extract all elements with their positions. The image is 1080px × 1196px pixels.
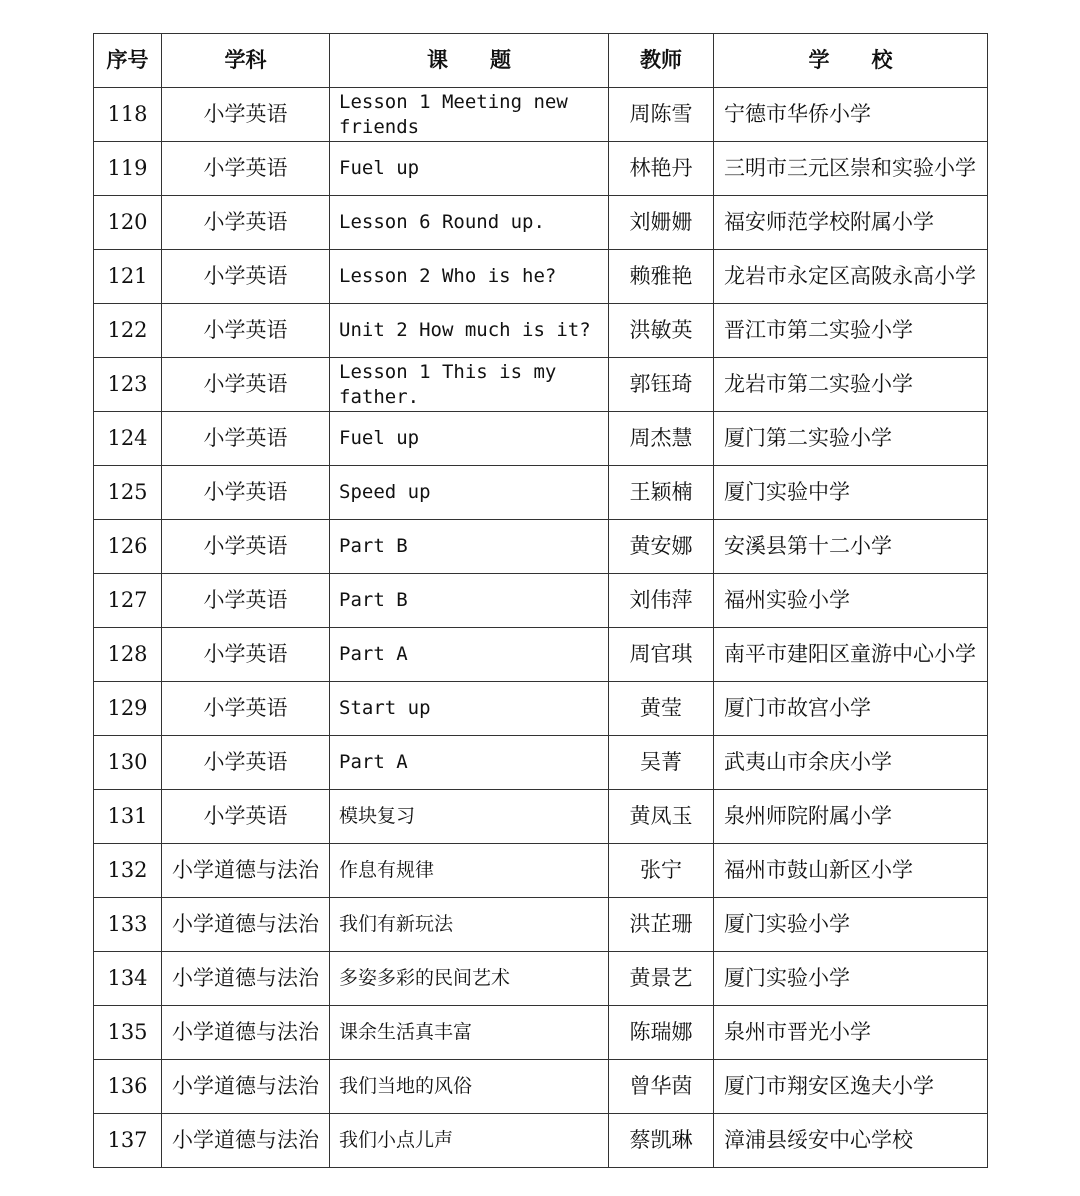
topic-cell: Lesson 2 Who is he? bbox=[330, 250, 609, 304]
teacher-cell: 郭钰琦 bbox=[609, 358, 714, 412]
header-no: 序号 bbox=[94, 34, 162, 88]
school-cell: 泉州师院附属小学 bbox=[714, 790, 988, 844]
topic-cell: 我们小点儿声 bbox=[330, 1114, 609, 1168]
subject-cell: 小学道德与法治 bbox=[162, 844, 330, 898]
table-row bbox=[94, 1006, 988, 1060]
school-cell: 泉州市晋光小学 bbox=[714, 1006, 988, 1060]
school-cell: 厦门市故宫小学 bbox=[714, 682, 988, 736]
school-cell: 厦门实验中学 bbox=[714, 466, 988, 520]
subject-cell: 小学英语 bbox=[162, 88, 330, 142]
row-number: 129 bbox=[94, 682, 162, 736]
teacher-cell: 王颖楠 bbox=[609, 466, 714, 520]
row-number: 137 bbox=[94, 1114, 162, 1168]
teacher-cell: 刘伟萍 bbox=[609, 574, 714, 628]
school-cell: 福州市鼓山新区小学 bbox=[714, 844, 988, 898]
table-row bbox=[94, 574, 988, 628]
table-row bbox=[94, 844, 988, 898]
header-teacher: 教师 bbox=[609, 34, 714, 88]
topic-cell: Start up bbox=[330, 682, 609, 736]
topic-cell: 模块复习 bbox=[330, 790, 609, 844]
topic-cell: 课余生活真丰富 bbox=[330, 1006, 609, 1060]
row-number: 121 bbox=[94, 250, 162, 304]
table-row bbox=[94, 250, 988, 304]
school-cell: 福州实验小学 bbox=[714, 574, 988, 628]
school-cell: 武夷山市余庆小学 bbox=[714, 736, 988, 790]
school-cell: 厦门第二实验小学 bbox=[714, 412, 988, 466]
topic-cell: Unit 2 How much is it? bbox=[330, 304, 609, 358]
teacher-cell: 周陈雪 bbox=[609, 88, 714, 142]
topic-cell: Part A bbox=[330, 736, 609, 790]
row-number: 126 bbox=[94, 520, 162, 574]
teacher-cell: 黄景艺 bbox=[609, 952, 714, 1006]
table-row bbox=[94, 736, 988, 790]
teacher-cell: 曾华茵 bbox=[609, 1060, 714, 1114]
table-row bbox=[94, 466, 988, 520]
table-row bbox=[94, 520, 988, 574]
school-cell: 宁德市华侨小学 bbox=[714, 88, 988, 142]
table-row bbox=[94, 304, 988, 358]
school-cell: 龙岩市永定区高陂永高小学 bbox=[714, 250, 988, 304]
teacher-cell: 黄凤玉 bbox=[609, 790, 714, 844]
row-number: 128 bbox=[94, 628, 162, 682]
topic-cell: Part A bbox=[330, 628, 609, 682]
row-number: 118 bbox=[94, 88, 162, 142]
school-cell: 三明市三元区崇和实验小学 bbox=[714, 142, 988, 196]
table-body bbox=[94, 88, 988, 1168]
table-row bbox=[94, 952, 988, 1006]
teacher-cell: 黄莹 bbox=[609, 682, 714, 736]
school-cell: 南平市建阳区童游中心小学 bbox=[714, 628, 988, 682]
teacher-cell: 蔡凯琳 bbox=[609, 1114, 714, 1168]
teacher-cell: 张宁 bbox=[609, 844, 714, 898]
teacher-cell: 陈瑞娜 bbox=[609, 1006, 714, 1060]
topic-cell: 我们当地的风俗 bbox=[330, 1060, 609, 1114]
subject-cell: 小学道德与法治 bbox=[162, 952, 330, 1006]
row-number: 133 bbox=[94, 898, 162, 952]
teacher-cell: 洪敏英 bbox=[609, 304, 714, 358]
subject-cell: 小学英语 bbox=[162, 250, 330, 304]
subject-cell: 小学英语 bbox=[162, 790, 330, 844]
teacher-cell: 刘姗姗 bbox=[609, 196, 714, 250]
table-row bbox=[94, 898, 988, 952]
subject-cell: 小学道德与法治 bbox=[162, 1006, 330, 1060]
school-cell: 福安师范学校附属小学 bbox=[714, 196, 988, 250]
subject-cell: 小学道德与法治 bbox=[162, 1114, 330, 1168]
table-row bbox=[94, 790, 988, 844]
school-cell: 晋江市第二实验小学 bbox=[714, 304, 988, 358]
subject-cell: 小学英语 bbox=[162, 466, 330, 520]
table-row bbox=[94, 358, 988, 412]
subject-cell: 小学英语 bbox=[162, 628, 330, 682]
table-row bbox=[94, 88, 988, 142]
topic-cell: Fuel up bbox=[330, 412, 609, 466]
subject-cell: 小学英语 bbox=[162, 142, 330, 196]
school-cell: 厦门实验小学 bbox=[714, 952, 988, 1006]
header-school: 学 校 bbox=[714, 34, 988, 88]
subject-cell: 小学英语 bbox=[162, 520, 330, 574]
course-table bbox=[93, 33, 988, 1168]
row-number: 119 bbox=[94, 142, 162, 196]
row-number: 132 bbox=[94, 844, 162, 898]
teacher-cell: 林艳丹 bbox=[609, 142, 714, 196]
subject-cell: 小学英语 bbox=[162, 196, 330, 250]
topic-cell: Fuel up bbox=[330, 142, 609, 196]
topic-cell: Speed up bbox=[330, 466, 609, 520]
header-subject: 学科 bbox=[162, 34, 330, 88]
row-number: 120 bbox=[94, 196, 162, 250]
topic-cell: Lesson 1 This is my father. bbox=[330, 358, 609, 412]
school-cell: 厦门市翔安区逸夫小学 bbox=[714, 1060, 988, 1114]
teacher-cell: 周杰慧 bbox=[609, 412, 714, 466]
subject-cell: 小学道德与法治 bbox=[162, 1060, 330, 1114]
subject-cell: 小学英语 bbox=[162, 574, 330, 628]
table-row bbox=[94, 1060, 988, 1114]
subject-cell: 小学英语 bbox=[162, 304, 330, 358]
topic-cell: 多姿多彩的民间艺术 bbox=[330, 952, 609, 1006]
row-number: 124 bbox=[94, 412, 162, 466]
table-row bbox=[94, 196, 988, 250]
teacher-cell: 吴菁 bbox=[609, 736, 714, 790]
subject-cell: 小学英语 bbox=[162, 736, 330, 790]
table-row bbox=[94, 142, 988, 196]
row-number: 122 bbox=[94, 304, 162, 358]
topic-cell: Lesson 1 Meeting new friends bbox=[330, 88, 609, 142]
subject-cell: 小学英语 bbox=[162, 358, 330, 412]
topic-cell: Lesson 6 Round up. bbox=[330, 196, 609, 250]
row-number: 135 bbox=[94, 1006, 162, 1060]
table-row bbox=[94, 682, 988, 736]
school-cell: 厦门实验小学 bbox=[714, 898, 988, 952]
subject-cell: 小学英语 bbox=[162, 682, 330, 736]
table-row bbox=[94, 1114, 988, 1168]
table-row bbox=[94, 628, 988, 682]
row-number: 131 bbox=[94, 790, 162, 844]
row-number: 136 bbox=[94, 1060, 162, 1114]
header-row bbox=[94, 34, 988, 88]
table-row bbox=[94, 412, 988, 466]
teacher-cell: 洪芷珊 bbox=[609, 898, 714, 952]
row-number: 127 bbox=[94, 574, 162, 628]
topic-cell: 作息有规律 bbox=[330, 844, 609, 898]
teacher-cell: 周官琪 bbox=[609, 628, 714, 682]
row-number: 130 bbox=[94, 736, 162, 790]
school-cell: 漳浦县绥安中心学校 bbox=[714, 1114, 988, 1168]
teacher-cell: 黄安娜 bbox=[609, 520, 714, 574]
subject-cell: 小学英语 bbox=[162, 412, 330, 466]
school-cell: 安溪县第十二小学 bbox=[714, 520, 988, 574]
header-topic: 课 题 bbox=[330, 34, 609, 88]
school-cell: 龙岩市第二实验小学 bbox=[714, 358, 988, 412]
topic-cell: 我们有新玩法 bbox=[330, 898, 609, 952]
topic-cell: Part B bbox=[330, 520, 609, 574]
teacher-cell: 赖雅艳 bbox=[609, 250, 714, 304]
row-number: 123 bbox=[94, 358, 162, 412]
row-number: 134 bbox=[94, 952, 162, 1006]
subject-cell: 小学道德与法治 bbox=[162, 898, 330, 952]
row-number: 125 bbox=[94, 466, 162, 520]
topic-cell: Part B bbox=[330, 574, 609, 628]
